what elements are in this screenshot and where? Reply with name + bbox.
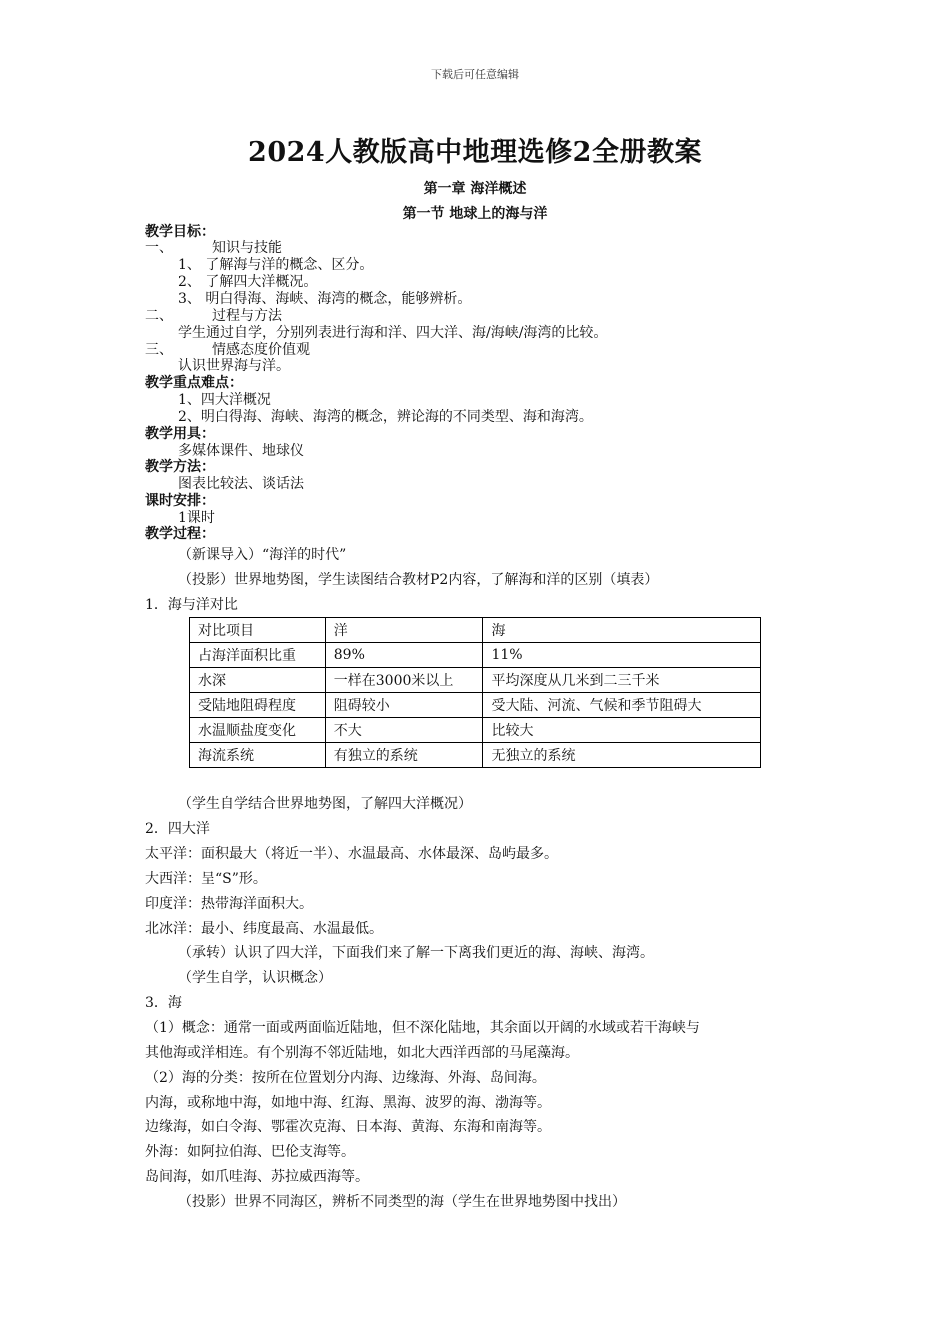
sea-type-item: 外海：如阿拉伯海、巴伦支海等。 (145, 1144, 355, 1160)
objective-item: 情感态度价值观 (212, 342, 310, 358)
schedule-text: 1课时 (178, 510, 215, 526)
table-header-row (190, 618, 761, 643)
keypoint-item: 2、明白得海、海峡、海湾的概念，辨论海的不同类型、海和海湾。 (178, 409, 593, 425)
ocean-item: 北冰洋：最小、纬度最高、水温最低。 (145, 921, 383, 937)
table-header-cell: 洋 (325, 618, 483, 643)
table-cell: 水温顺盐度变化 (190, 718, 326, 743)
tools-heading: 教学用具： (145, 426, 215, 442)
table-cell: 一样在3000米以上 (325, 668, 483, 693)
table-cell: 无独立的系统 (483, 743, 761, 768)
table-cell: 占海洋面积比重 (190, 643, 326, 668)
process-heading: 教学过程： (145, 526, 215, 542)
objective-num: 一、 (145, 240, 173, 256)
table-cell: 比较大 (483, 718, 761, 743)
sea-type-item: 内海，或称地中海，如地中海、红海、黑海、波罗的海、渤海等。 (145, 1095, 551, 1111)
objective-item: 1、 了解海与洋的概念、区分。 (178, 257, 374, 273)
objectives-heading: 教学目标： (145, 224, 215, 240)
sea-concept: 其他海或洋相连。有个别海不邻近陆地，如北大西洋西部的马尾藻海。 (145, 1045, 579, 1061)
sea-title: 3．海 (145, 995, 182, 1011)
methods-heading: 教学方法： (145, 459, 215, 475)
intro-line: （新课导入）“海洋的时代” (178, 547, 347, 563)
ocean-item: 太平洋：面积最大（将近一半）、水温最高、水体最深、岛屿最多。 (145, 846, 558, 862)
table-cell: 受大陆、河流、气候和季节阻碍大 (483, 693, 761, 718)
table-cell: 平均深度从几米到二三千米 (483, 668, 761, 693)
table-row (190, 693, 761, 718)
sea-concept: （1）概念：通常一面或两面临近陆地，但不深化陆地，其余面以开阔的水域或若干海峡与 (145, 1020, 700, 1036)
document-title: 2024人教版高中地理选修2全册教案 (248, 137, 702, 168)
tools-text: 多媒体课件、地球仪 (178, 443, 304, 459)
table-cell: 受陆地阻碍程度 (190, 693, 326, 718)
table-cell: 有独立的系统 (325, 743, 483, 768)
keypoints-heading: 教学重点难点： (145, 375, 243, 391)
schedule-heading: 课时安排： (145, 493, 215, 509)
table-header-cell: 对比项目 (190, 618, 326, 643)
objective-item: 3、 明白得海、海峡、海湾的概念，能够辨析。 (178, 291, 472, 307)
table-cell: 水深 (190, 668, 326, 693)
oceans-title: 2．四大洋 (145, 821, 210, 837)
ocean-item: 印度洋：热带海洋面积大。 (145, 896, 313, 912)
table-header-cell: 海 (483, 618, 761, 643)
methods-text: 图表比较法、谈话法 (178, 476, 304, 492)
table-title: 1．海与洋对比 (145, 597, 238, 613)
projection-line: （投影）世界地势图，学生读图结合教材P2内容，了解海和洋的区别（填表） (178, 572, 659, 588)
objective-num: 三、 (145, 342, 173, 358)
table-cell: 海流系统 (190, 743, 326, 768)
objective-item: 2、 了解四大洋概况。 (178, 274, 318, 290)
table-row (190, 743, 761, 768)
objective-item: 知识与技能 (212, 240, 282, 256)
table-cell: 不大 (325, 718, 483, 743)
keypoint-item: 1、四大洋概况 (178, 392, 271, 408)
table-row (190, 718, 761, 743)
sea-type-item: 边缘海，如白令海、鄂霍次克海、日本海、黄海、东海和南海等。 (145, 1119, 551, 1135)
sea-classification: （2）海的分类：按所在位置划分内海、边缘海、外海、岛间海。 (145, 1070, 546, 1086)
table-cell: 阻碍较小 (325, 693, 483, 718)
transition-line: （承转）认识了四大洋，下面我们来了解一下离我们更近的海、海峡、海湾。 (178, 945, 654, 961)
objective-item: 过程与方法 (212, 308, 282, 324)
page-header: 下载后可任意编辑 (431, 68, 519, 81)
chapter-heading: 第一章 海洋概述 (423, 181, 527, 197)
table-cell: 11% (483, 643, 761, 668)
after-table-line: （学生自学结合世界地势图，了解四大洋概况） (178, 796, 472, 812)
table-cell: 89% (325, 643, 483, 668)
self-study-line: （学生自学，认识概念） (178, 970, 332, 986)
objective-num: 二、 (145, 308, 173, 324)
section-heading: 第一节 地球上的海与洋 (402, 206, 548, 222)
ocean-item: 大西洋：呈“S”形。 (145, 871, 267, 887)
table-row (190, 668, 761, 693)
table-row (190, 643, 761, 668)
final-projection-line: （投影）世界不同海区，辨析不同类型的海（学生在世界地势图中找出） (178, 1194, 626, 1210)
comparison-table (189, 617, 761, 768)
objective-item: 认识世界海与洋。 (178, 358, 290, 374)
sea-type-item: 岛间海，如爪哇海、苏拉威西海等。 (145, 1169, 369, 1185)
objective-item: 学生通过自学，分别列表进行海和洋、四大洋、海/海峡/海湾的比较。 (178, 325, 608, 341)
